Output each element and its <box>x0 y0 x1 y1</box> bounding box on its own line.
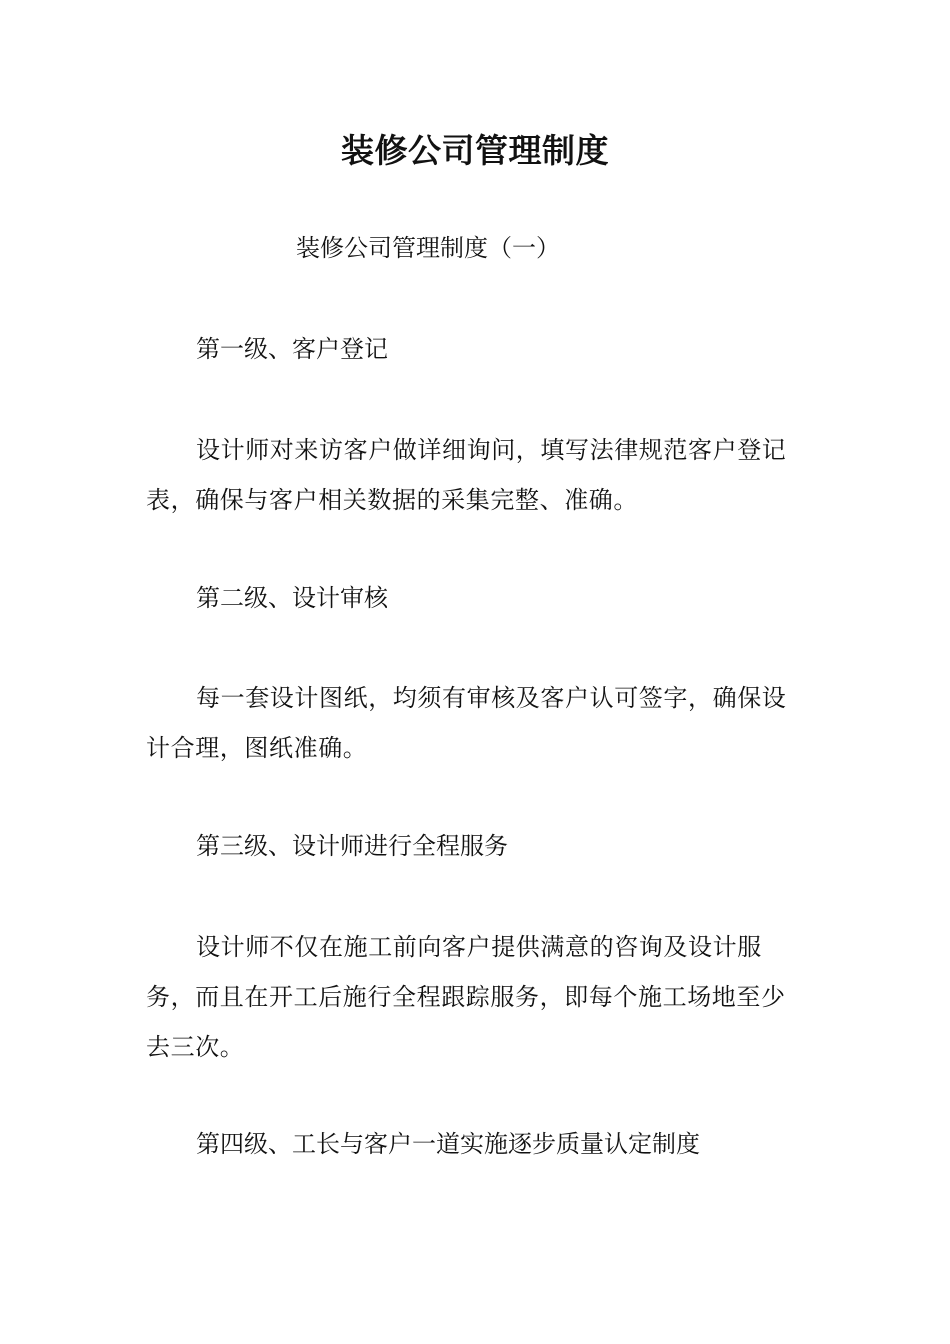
document-title: 装修公司管理制度 <box>341 131 609 170</box>
section-heading-2: 第二级、设计审核 <box>196 584 388 612</box>
section-body-2: 每一套设计图纸，均须有审核及客户认可签字，确保设计合理，图纸准确。 <box>146 684 787 762</box>
document-subtitle: 装修公司管理制度（一） <box>296 234 560 262</box>
section-heading-4: 第四级、工长与客户一道实施逐步质量认定制度 <box>196 1130 700 1158</box>
section-heading-3: 第三级、设计师进行全程服务 <box>196 832 508 860</box>
section-body-3: 设计师不仅在施工前向客户提供满意的咨询及设计服务，而且在开工后施行全程跟踪服务，即每个施工场地至少去三次。 <box>146 933 786 1061</box>
section-heading-1: 第一级、客户登记 <box>196 335 388 363</box>
section-body-1: 设计师对来访客户做详细询问，填写法律规范客户登记表，确保与客户相关数据的采集完整、准确。 <box>146 436 787 514</box>
